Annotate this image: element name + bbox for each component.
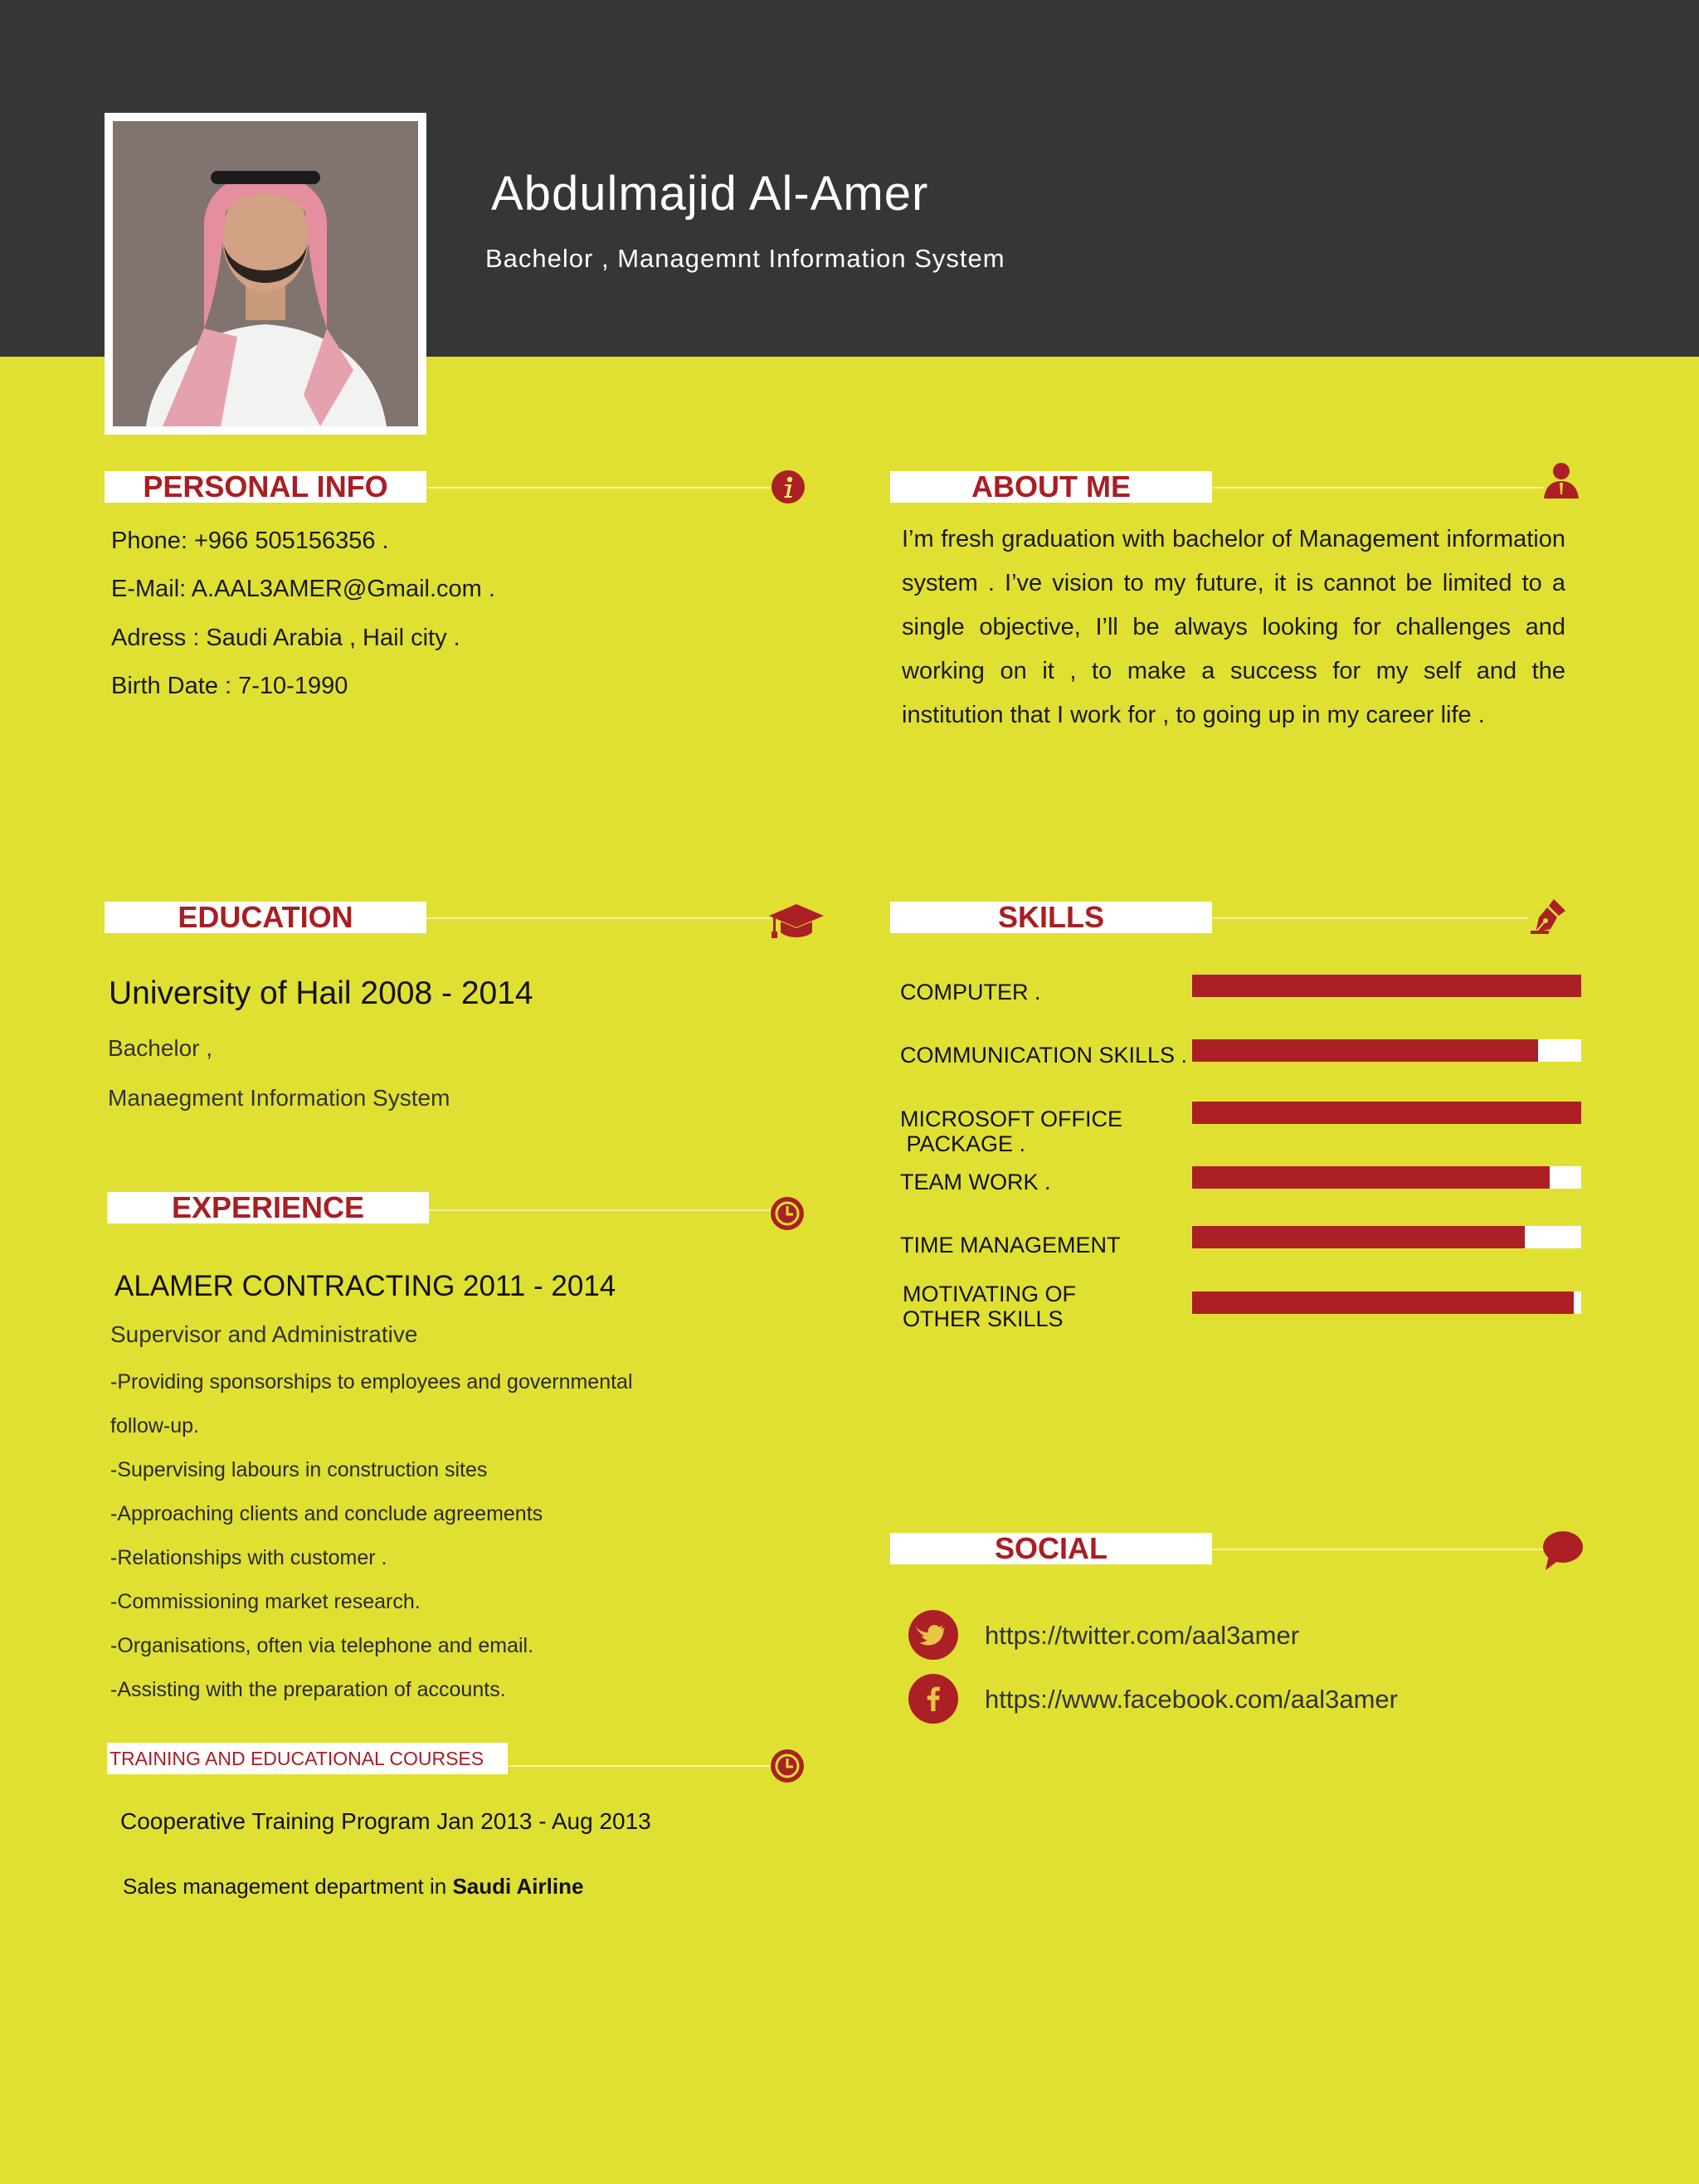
skill-label-communication: COMMUNICATION SKILLS . [900,1043,1188,1068]
speech-bubble-icon [1541,1529,1584,1576]
candidate-name: Abdulmajid Al-Amer [491,167,929,221]
social-heading: SOCIAL [890,1533,1212,1564]
experience-duties-list [110,1360,741,1712]
list-item: follow-up. [110,1414,199,1437]
education-divider [426,917,771,919]
pen-nib-icon [1529,896,1569,940]
list-item: -Supervising labours in construction sites [110,1458,488,1481]
skill-bar-motivating [1192,1291,1581,1314]
about-divider [1212,487,1544,489]
list-item: -Providing sponsorships to employees and governmental [110,1370,633,1394]
skill-fill [1192,1226,1525,1248]
address-line: Adress : Saudi Arabia , Hail city . [111,625,460,651]
training-detail-company: Saudi Airline [452,1874,584,1899]
info-icon [771,469,806,508]
skill-fill [1192,975,1581,997]
experience-heading: EXPERIENCE [107,1192,429,1223]
phone-line: Phone: +966 505156356 . [111,528,389,554]
experience-title: ALAMER CONTRACTING 2011 - 2014 [114,1270,616,1302]
list-item: -Commissioning market research. [110,1590,421,1613]
birthdate-line: Birth Date : 7-10-1990 [111,673,348,699]
skill-label-computer: COMPUTER . [900,980,1041,1004]
training-course: Cooperative Training Program Jan 2013 - Aug 2013 [120,1808,651,1834]
facebook-icon[interactable] [908,1674,958,1724]
social-divider [1212,1549,1544,1550]
list-item: -Approaching clients and conclude agreements [110,1502,543,1525]
person-icon [1541,460,1581,504]
skill-bar-time-management [1192,1226,1581,1248]
twitter-link[interactable]: https://twitter.com/aal3amer [985,1621,1300,1650]
education-degree: Bachelor , [108,1035,213,1061]
skill-fill [1192,1039,1538,1062]
skill-bar-communication [1192,1039,1581,1062]
skill-fill [1192,1291,1574,1314]
personal-info-divider [426,487,771,489]
education-heading: EDUCATION [105,902,426,933]
education-title: University of Hail 2008 - 2014 [109,975,533,1011]
email-line: E-Mail: A.AAL3AMER@Gmail.com . [111,576,495,602]
skills-divider [1212,917,1527,919]
skill-bar-ms-office [1192,1102,1581,1124]
skill-label-team-work: TEAM WORK . [900,1170,1051,1194]
training-detail [123,1874,583,1899]
training-detail-prefix: Sales management department in [123,1874,453,1899]
skill-label-motivating: MOTIVATING OF OTHER SKILLS [903,1282,1076,1331]
training-divider [508,1765,771,1767]
skill-bar-team-work [1192,1166,1581,1189]
skills-heading: SKILLS [890,902,1212,933]
experience-divider [429,1209,771,1211]
experience-role: Supervisor and Administrative [110,1321,418,1347]
skill-label-time-management: TIME MANAGEMENT [900,1233,1121,1257]
clock-icon [769,1195,806,1236]
twitter-icon[interactable] [908,1610,958,1660]
facebook-link[interactable]: https://www.facebook.com/aal3amer [985,1685,1398,1714]
training-heading: TRAINING AND EDUCATIONAL COURSES [107,1743,508,1774]
about-heading: ABOUT ME [890,471,1212,503]
education-major: Manaegment Information System [108,1085,450,1111]
list-item: -Organisations, often via telephone and email. [110,1634,534,1657]
list-item: -Assisting with the preparation of accounts. [110,1678,506,1701]
about-text: I’m fresh graduation with bachelor of Management information system . I’ve vision to my future, it is cannot be limited to a single objective, I’ll be always looking for challenges and working on it , to make a success for my self and the institution that I work for , to going up in my career life . [902,526,1565,728]
skill-fill [1192,1102,1581,1124]
personal-info-heading: PERSONAL INFO [105,471,426,503]
list-item: -Relationships with customer . [110,1546,387,1569]
profile-photo-image [113,121,418,426]
skill-bar-computer [1192,975,1581,997]
profile-photo [105,113,426,435]
skill-label-ms-office: MICROSOFT OFFICE PACKAGE . [900,1107,1122,1156]
graduation-cap-icon [767,902,825,945]
skill-fill [1192,1166,1550,1189]
candidate-subtitle: Bachelor , Managemnt Information System [485,244,1005,273]
clock-icon [769,1748,806,1788]
